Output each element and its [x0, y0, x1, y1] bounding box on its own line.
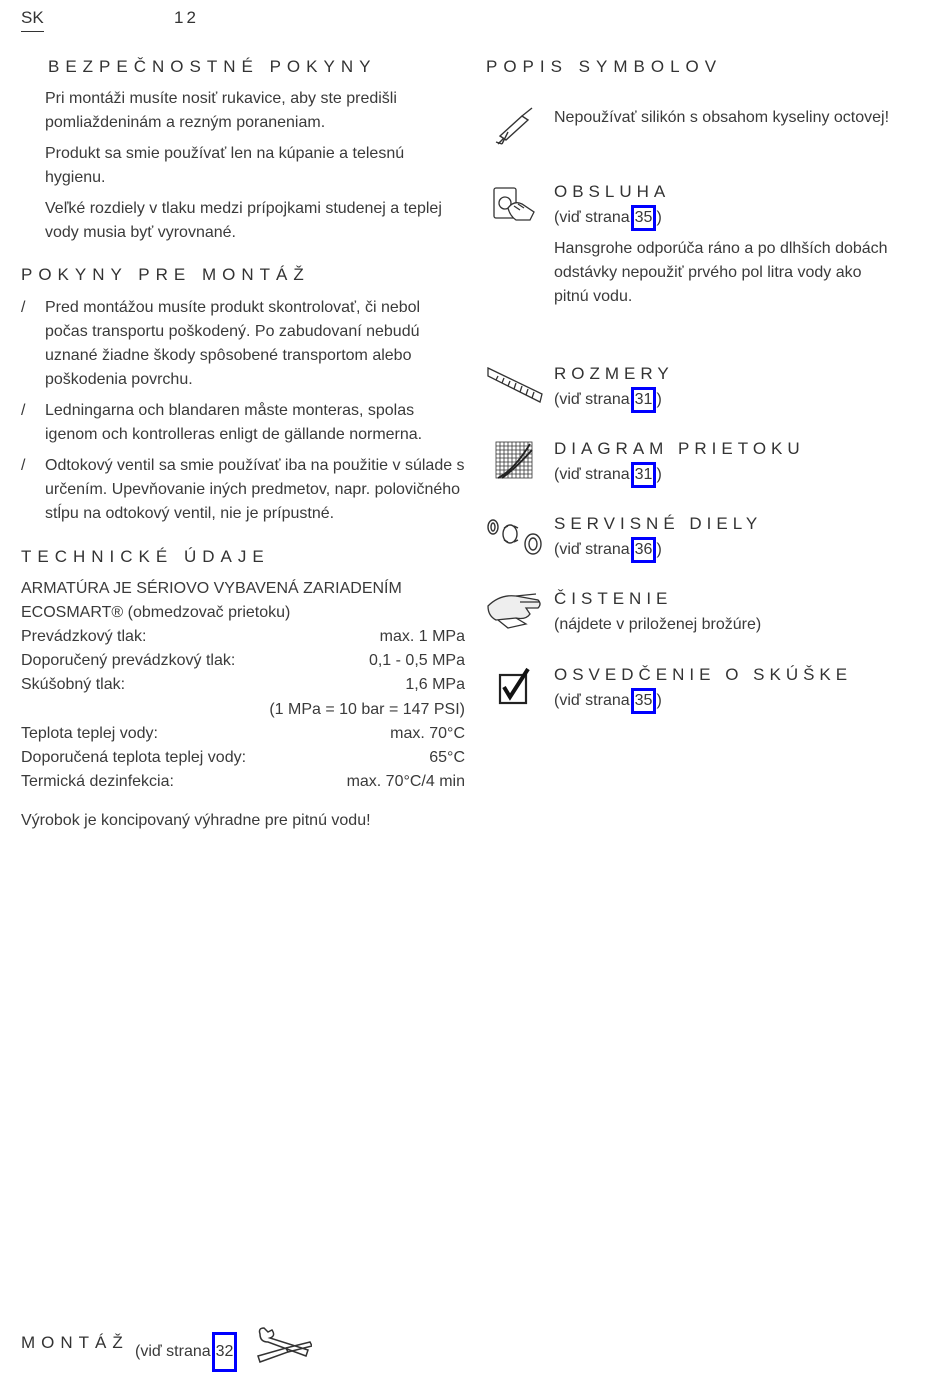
tech-row-label: Termická dezinfekcia:	[21, 773, 174, 790]
cleaning-text: (nájdete v priloženej brožúre)	[554, 616, 762, 633]
tech-row	[21, 770, 465, 794]
see-page-label: (viď strana	[554, 692, 630, 709]
tech-row	[21, 746, 465, 770]
flow-diagram-icon	[494, 440, 534, 480]
page-link-35[interactable]: 35	[631, 205, 657, 231]
test-certificate-title: OSVEDČENIE O SKÚŠKE	[554, 665, 853, 684]
page-link-31[interactable]: 31	[631, 387, 657, 413]
list-item	[21, 454, 465, 526]
tech-row	[21, 673, 465, 697]
tech-row-label: Teplota teplej vody:	[21, 725, 158, 742]
symbols-title: POPIS SYMBOLOV	[486, 57, 723, 76]
close-paren: )	[656, 692, 662, 709]
tech-row-label: Doporučený prevádzkový tlak:	[21, 652, 236, 669]
tech-row	[21, 649, 465, 673]
tech-row-value: 1,6 MPa	[405, 676, 465, 693]
close-paren: )	[656, 391, 662, 408]
see-page-label: (viď strana	[554, 541, 630, 558]
close-paren: )	[656, 541, 662, 558]
operation-note-line-2: odstávky nepoužiť prvého pol litra vody ako	[554, 264, 862, 281]
list-item-text: Ledningarna och blandaren måste monteras, spolas igenom och kontrolleras enligt de gällande normerna.	[45, 402, 423, 443]
see-page-label: (viď strana	[554, 391, 630, 408]
see-page-label: (viď strana	[135, 1343, 211, 1360]
safety-paragraph-2: Produkt sa smie používať len na kúpanie a telesnú hygienu.	[45, 145, 405, 186]
list-item-text: Odtokový ventil sa smie používať iba na použitie v súlade s určením. Upevňovanie iných predmetov, napr. polovičného stĺpu na odtokový ventil, nie je prípustné.	[45, 457, 465, 522]
see-page-label: (viď strana	[554, 209, 630, 226]
see-page-label: (viď strana	[554, 466, 630, 483]
footer-see-page	[135, 1332, 237, 1372]
tech-row	[21, 722, 465, 746]
tech-row-value: (1 MPa = 10 bar = 147 PSI)	[269, 701, 465, 718]
silicone-warning-text: Nepoužívať silikón s obsahom kyseliny octovej!	[554, 109, 890, 126]
operation-title: OBSLUHA	[554, 182, 671, 201]
page-link-36[interactable]: 36	[631, 537, 657, 563]
page-link-31[interactable]: 31	[631, 462, 657, 488]
tech-row-label: Prevádzkový tlak:	[21, 628, 147, 645]
ruler-icon	[486, 366, 544, 406]
tech-row-value: max. 70°C/4 min	[346, 773, 465, 790]
page-link-32[interactable]: 32	[212, 1332, 238, 1372]
flow-diagram-title: DIAGRAM PRIETOKU	[554, 439, 805, 458]
bullet-mark: /	[21, 402, 26, 419]
dimensions-see-page	[554, 387, 662, 413]
tech-footnote: Výrobok je koncipovaný výhradne pre pitnú vodu!	[21, 812, 371, 829]
tech-row-value: max. 70°C	[390, 725, 465, 742]
tech-row-label: Skúšobný tlak:	[21, 676, 126, 693]
spare-parts-title: SERVISNÉ DIELY	[554, 514, 763, 533]
bullet-mark: /	[21, 457, 26, 474]
tech-row	[21, 625, 465, 649]
safety-paragraph-3: Veľké rozdiely v tlaku medzi prípojkami studenej a teplej vody musia byť vyrovnané.	[45, 200, 442, 241]
flow-see-page	[554, 462, 662, 488]
close-paren: )	[656, 466, 662, 483]
language-code: SK	[21, 8, 44, 27]
tech-row-label: Doporučená teplota teplej vody:	[21, 749, 247, 766]
mounting-notes-title: POKYNY PRE MONTÁŽ	[21, 265, 310, 284]
page-link-35[interactable]: 35	[631, 688, 657, 714]
tech-row-value: 0,1 - 0,5 MPa	[368, 652, 465, 669]
hand-operation-icon	[490, 184, 538, 224]
tech-intro-line-1: ARMATÚRA JE SÉRIOVO VYBAVENÁ ZARIADENÍM	[21, 580, 402, 597]
safety-paragraph-1: Pri montáži musíte nosiť rukavice, aby ste predišli pomliaždeninám a rezným poraneniam.	[45, 90, 397, 131]
wrench-screwdriver-icon	[256, 1326, 312, 1364]
operation-note-line-3: pitnú vodu.	[554, 288, 633, 305]
safety-title: BEZPEČNOSTNÉ POKYNY	[48, 57, 377, 76]
language-underline	[21, 31, 44, 32]
bullet-mark: /	[21, 299, 26, 316]
list-item	[21, 399, 465, 447]
operation-note-line-1: Hansgrohe odporúča ráno a po dlhších dobách	[554, 240, 888, 257]
footer-title: MONTÁŽ	[21, 1333, 129, 1352]
list-item	[21, 296, 465, 392]
spare-parts-icon	[486, 516, 544, 556]
cleaning-hand-icon	[486, 590, 544, 630]
close-paren: )	[656, 209, 662, 226]
silicone-gun-icon	[492, 106, 536, 146]
dimensions-title: ROZMERY	[554, 364, 674, 383]
checkbox-icon	[498, 667, 532, 705]
spare-see-page	[554, 537, 662, 563]
operation-see-page	[554, 205, 662, 231]
tech-row-value: 65°C	[429, 749, 465, 766]
page-number: 12	[174, 8, 199, 27]
tech-intro-line-2: ECOSMART® (obmedzovač prietoku)	[21, 604, 291, 621]
test-see-page	[554, 688, 662, 714]
tech-row-value: max. 1 MPa	[379, 628, 465, 645]
cleaning-title: ČISTENIE	[554, 589, 673, 608]
list-item-text: Pred montážou musíte produkt skontrolovať, či nebol počas transportu poškodený. Po zabudovaní nebudú uznané žiadne škody spôsobené transportom alebo poškodenia povrchu.	[45, 299, 421, 388]
tech-title: TECHNICKÉ ÚDAJE	[21, 547, 270, 566]
